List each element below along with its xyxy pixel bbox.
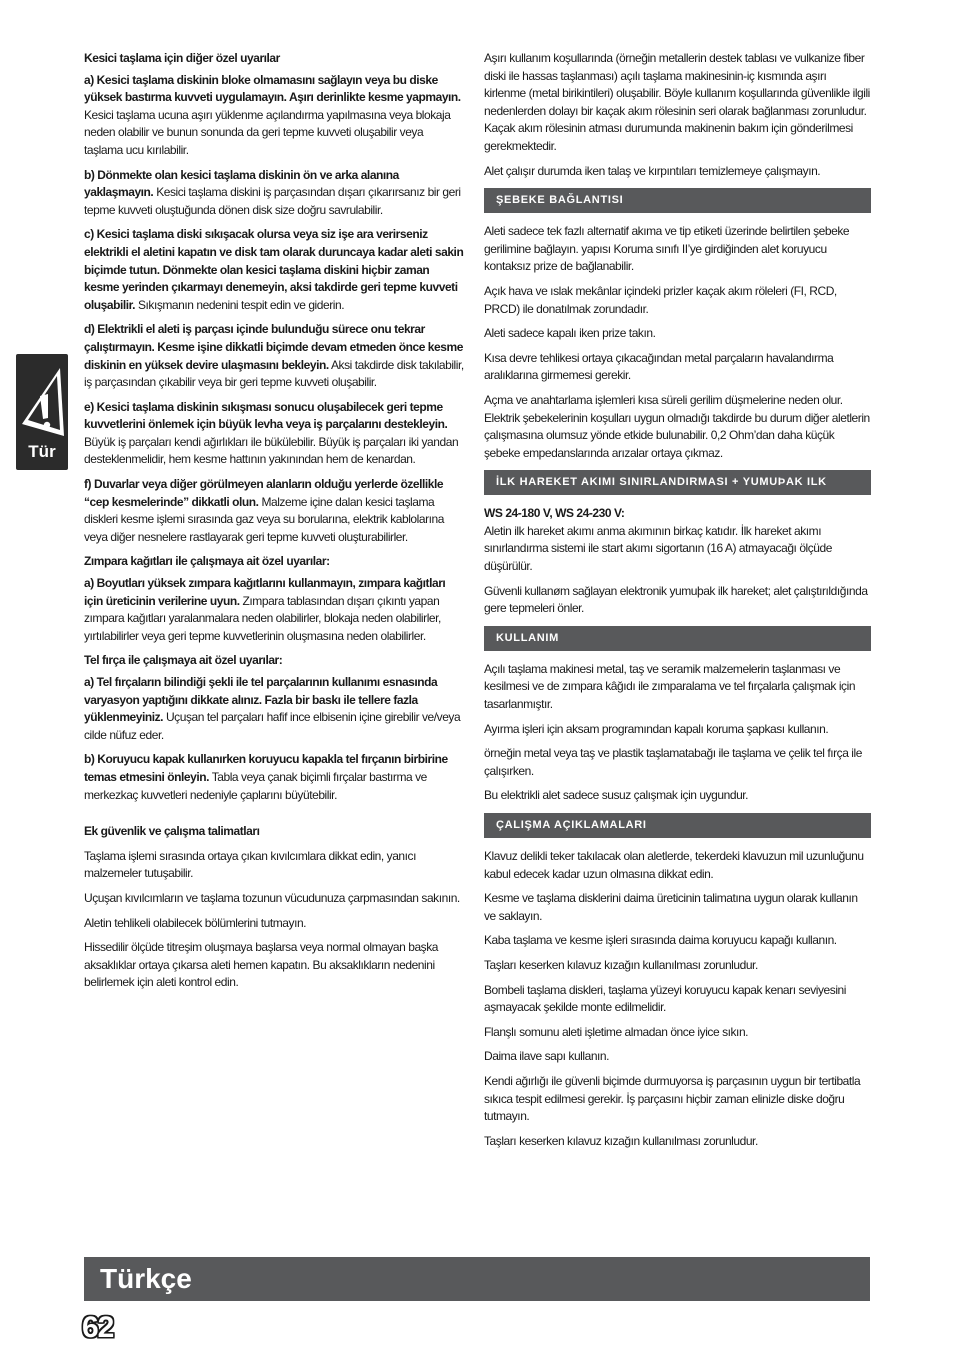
safety-paragraph-4: Hissedilir ölçüde titreşim oluşmaya başlarsa veya normal olmayan başka aksaklıklar ortaya çıkarsa aleti hemen kapatın. Bu aksaklıkların nedenini belirlemek için aleti kontrol edin. [84,940,438,990]
start-current-paragraph: Aletin ilk hareket akımı anma akımının birkaç katıdır. İlk hareket akımı sınırlandırma sistemi ile start akımı sigortanın (16 A) atmayacağı ölçüde düşürülür. [484,523,832,574]
warning-d: d) Elektrikli el aleti iş parçası içinde bulunduğu sürece onu tekrar çalıştırmayın. Kesme işine dikkatli biçimde devam etmeden önce kesme diskinin en yüksek devire ulaşmasını bekleyin. Aksi takdirde disk takılabilir, iş parçasından çıkabilir veya bir geri tepme kuvveti oluşabilir. [84,322,464,390]
warning-b: b) Dönmekte olan kesici taşlama diskinin ön ve arka alanına yaklaşmayın. Kesici taşlama diskini iş parçasından dışarı çıkarırsanız bir geri tepme kuvveti oluştuğunda dönen disk size doğru savrulabilir. [84,167,461,217]
usage-paragraph-4: Bu elektrikli alet sadece susuz çalışmak için uygundur. [484,788,749,803]
mains-paragraph-3: Aleti sadece kapalı iken prize takın. [484,326,656,341]
notes-paragraph-9: Taşları keserken kılavuz kızağın kullanılması zorunludur. [484,1133,758,1148]
language-side-tab [16,354,68,470]
notes-paragraph-7: Daima ilave sapı kullanın. [484,1049,610,1064]
section-bar-usage: KULLANIM [484,626,871,651]
notes-paragraph-5: Bombeli taşlama diskleri, taşlama yüzeyi koruyucu kapak kenarı seviyesini aşmayacak şekilde monte edilmelidir. [484,982,846,1015]
language-footer-bar [84,1257,870,1301]
section-bar-mains-connection: ŞEBEKE BAĞLANTISI [484,188,871,213]
usage-paragraph-1: Açılı taşlama makinesi metal, taş ve seramik malzemelerin taşlanması ve kesilmesi ve de zımpara kâğıdı ile zımparalama ve tel fırçalarla çalışmak için tasarlanmıştır. [484,661,856,712]
model-heading: WS 24-180 V, WS 24-230 V: [484,506,625,521]
cutting-warnings-heading: Kesici taşlama için diğer özel uyarılar [84,51,280,65]
notes-paragraph-4: Taşları keserken kılavuz kızağın kullanılması zorunludur. [484,957,758,972]
notes-paragraph-8: Kendi ağırlığı ile güvenli biçimde durmuyorsa iş parçasının uygun bir tertibatla sıkıca tespit edilmesi gerekir. İş parçasını hiçbir zaman elinizle diske doğru tutmayın. [484,1073,861,1124]
notes-paragraph-1: Klavuz delikli teker takılacak olan aletlerde, tekerdeki klavuzun mil uzunluğunu kabul edecek kadar uzun olmasına dikkat edin. [484,849,864,881]
wire-brush-warning-a: a) Tel fırçaların bilindiği şekli ile tel parçalarının kullanımı esnasında varyasyon yaptığını dikkate alınız. Fazla bir baskı ile tellere fazla yüklenmeyiniz. Uçuşan tel parçaları hafif ince elbisenin içine girebilir ve/veya cilde nüfuz eder. [84,675,461,742]
warning-f: f) Duvarlar veya diğer görülmeyen alanların olduğu yerlerde özellikle “cep kesmelerinde” dikkatli olun. Malzeme içine dalan kesici taşlama diskleri kesme işlemi sırasında gaz veya su borularına, elektrik kablolarına veya diğer nesnelere rastlayarak geri tepme kuvveti oluşturabilirler. [84,477,444,544]
safety-paragraph-2: Uçuşan kıvılcımların ve taşlama tozunun vücudunuza çarpmasından sakının. [84,890,460,905]
notes-paragraph-2: Kesme ve taşlama disklerini daima üreticinin talimatına uygun olarak kullanın ve saklayın. [484,891,858,923]
section-bar-working-notes: ÇALIŞMA AÇIKLAMALARI [484,813,871,838]
sandpaper-heading: Zımpara kağıtları ile çalışmaya ait özel uyarılar: [84,554,330,569]
safety-paragraph-1: Taşlama işlemi sırasında ortaya çıkan kıvılcımlara dikkat edin, yanıcı malzemeler tutuşabilir. [84,848,416,881]
wire-brush-warning-b: b) Koruyucu kapak kullanırken koruyucu kapakla tel fırçanın birbirine temas etmesini önleyin. Tabla veya çanak biçimli fırçalar bastırma ve merkezkaç kuvvetleri nedeniyle çaplarını büyütebilir. [84,752,448,802]
mains-paragraph-5: Açma ve anahtarlama işlemleri kısa süreli gerilim düşmelerine neden olur. Elektrik şebekelerinin koşulları uygun olmadığı takdirde bu durum diğer aletlerin çalışmasına olumsuz yönde etkide bulunabilir. 0,2 Ohm’dan daha küçük şebeke empedanslarında arızalar ortaya çıkmaz. [484,392,870,460]
usage-paragraph-3: örneğin metal veya taş ve plastik taşlamatabağı ile taşlama ve çelik tel fırça ile çalışırken. [484,746,862,778]
notes-paragraph-3: Kaba taşlama ve kesme işleri sırasında daima koruyucu kapağı kullanın. [484,933,837,948]
right-column [484,50,871,1157]
warning-e: e) Kesici taşlama diskinin sıkışması sonucu oluşabilecek geri tepme kuvvetlerini önlemek için büyük levha veya iş parçalarını destekleyin. Büyük iş parçaları kendi ağırlıkları ile bükülebilir. Büyük iş parçaları iki yandan desteklenmelidir, hem kesme hattının yakınından hem de kenardan. [84,399,459,467]
soft-start-paragraph: Güvenli kullanøm sağlayan elektronik yumuþak ilk hareket; alet çalıştırıldığında gere tepmeleri önler. [484,583,868,616]
language-title: Türkçe [100,1263,192,1294]
side-tab-label: Tür [28,442,56,461]
warning-triangle-icon [18,360,66,446]
additional-safety-heading: Ek güvenlik ve çalışma talimatları [84,824,260,839]
sandpaper-warning-a: a) Boyutları yüksek zımpara kağıtlarını kullanmayın, zımpara kağıtları için üreticinin verilerine uyun. Zımpara tablasından dışarı çıkıntı yapan zımpara kağıtları yaralanmalara neden olabilirler, blokaja neden olabilirler, yırtılabilirler veya geri tepme kuvvetlerinin oluşmasına neden olabilirler. [84,576,446,643]
mains-paragraph-4: Kısa devre tehlikesi ortaya çıkacağından metal parçaların havalandırma aralıklarına girmemesi gerekir. [484,350,834,383]
warning-a: a) Kesici taşlama diskinin bloke olmamasını sağlayın veya bu diske yüksek bastırma kuvveti uygulamayın. Aşırı derinlikte kesme yapmayın. Kesici taşlama ucuna aşırı yüklenme açılandırma yapılmasına veya blokaja neden olabilir ve bunun sonunda da geri tepme kuvveti oluşabilir veya taşlama ucu kırılabilir. [84,72,461,157]
left-column [84,50,464,999]
page-number: 62 [82,1311,114,1344]
wire-brush-heading: Tel fırça ile çalışmaya ait özel uyarılar: [84,653,283,668]
section-bar-start-current: İLK HAREKET AKIMI SINIRLANDIRMASI + YUMUÞAK ILK [484,470,871,495]
warning-c: c) Kesici taşlama diski sıkışacak olursa veya siz işe ara verirseniz elektrikli el aletini kapatın ve disk tam olarak duruncaya kadar aleti sakin biçimde tutun. Dönmekte olan kesici taşlama diskini hiçbir zaman kesme yerinden çıkarmayı denemeyin, aksi takdirde geri tepme kuvveti oluşabilir. Sıkışmanın nedenini tespit edin ve giderin. [84,227,464,312]
notes-paragraph-6: Flanşlı somunu aleti işletime almadan önce iyice sıkın. [484,1024,749,1039]
mains-paragraph-2: Açık hava ve ıslak mekânlar içindeki prizler kaçak akım röleleri (FI, RCD, PRCD) ile donatılmak zorundadır. [484,283,837,316]
overload-paragraph: Aşırı kullanım koşullarında (örneğin metallerin destek tablası ve vulkanize fiber diski ile hassas taşlanması) açılı taşlama makinesinin-iç kısmında aşırı kirlenme (metal birikintileri) oluşabilir. Böyle kullanım koşullarında güvenlikle ilgili nedenlerden dolayı bir kaçak akım rölesinin seri olarak bağlanması zorunludur. Kaçak akım rölesinin atması durumunda makinenin bakım için gönderilmesi gerekmektedir. [484,51,870,153]
chips-paragraph: Alet çalışır durumda iken talaş ve kırpıntıları temizlemeye çalışmayın. [484,163,821,178]
safety-paragraph-3: Aletin tehlikeli olabilecek bölümlerini tutmayın. [84,915,307,930]
usage-paragraph-2: Ayırma işleri için aksam programından kapalı koruma şapkası kullanın. [484,721,829,736]
mains-paragraph-1: Aleti sadece tek fazlı alternatif akıma ve tip etiketi üzerinde belirtilen şebeke gerilimine bağlayın. yapısı Koruma sınıfı II’ye girdiğinden alet koruyucu kontaksız prize de bağlanabilir. [484,224,850,274]
